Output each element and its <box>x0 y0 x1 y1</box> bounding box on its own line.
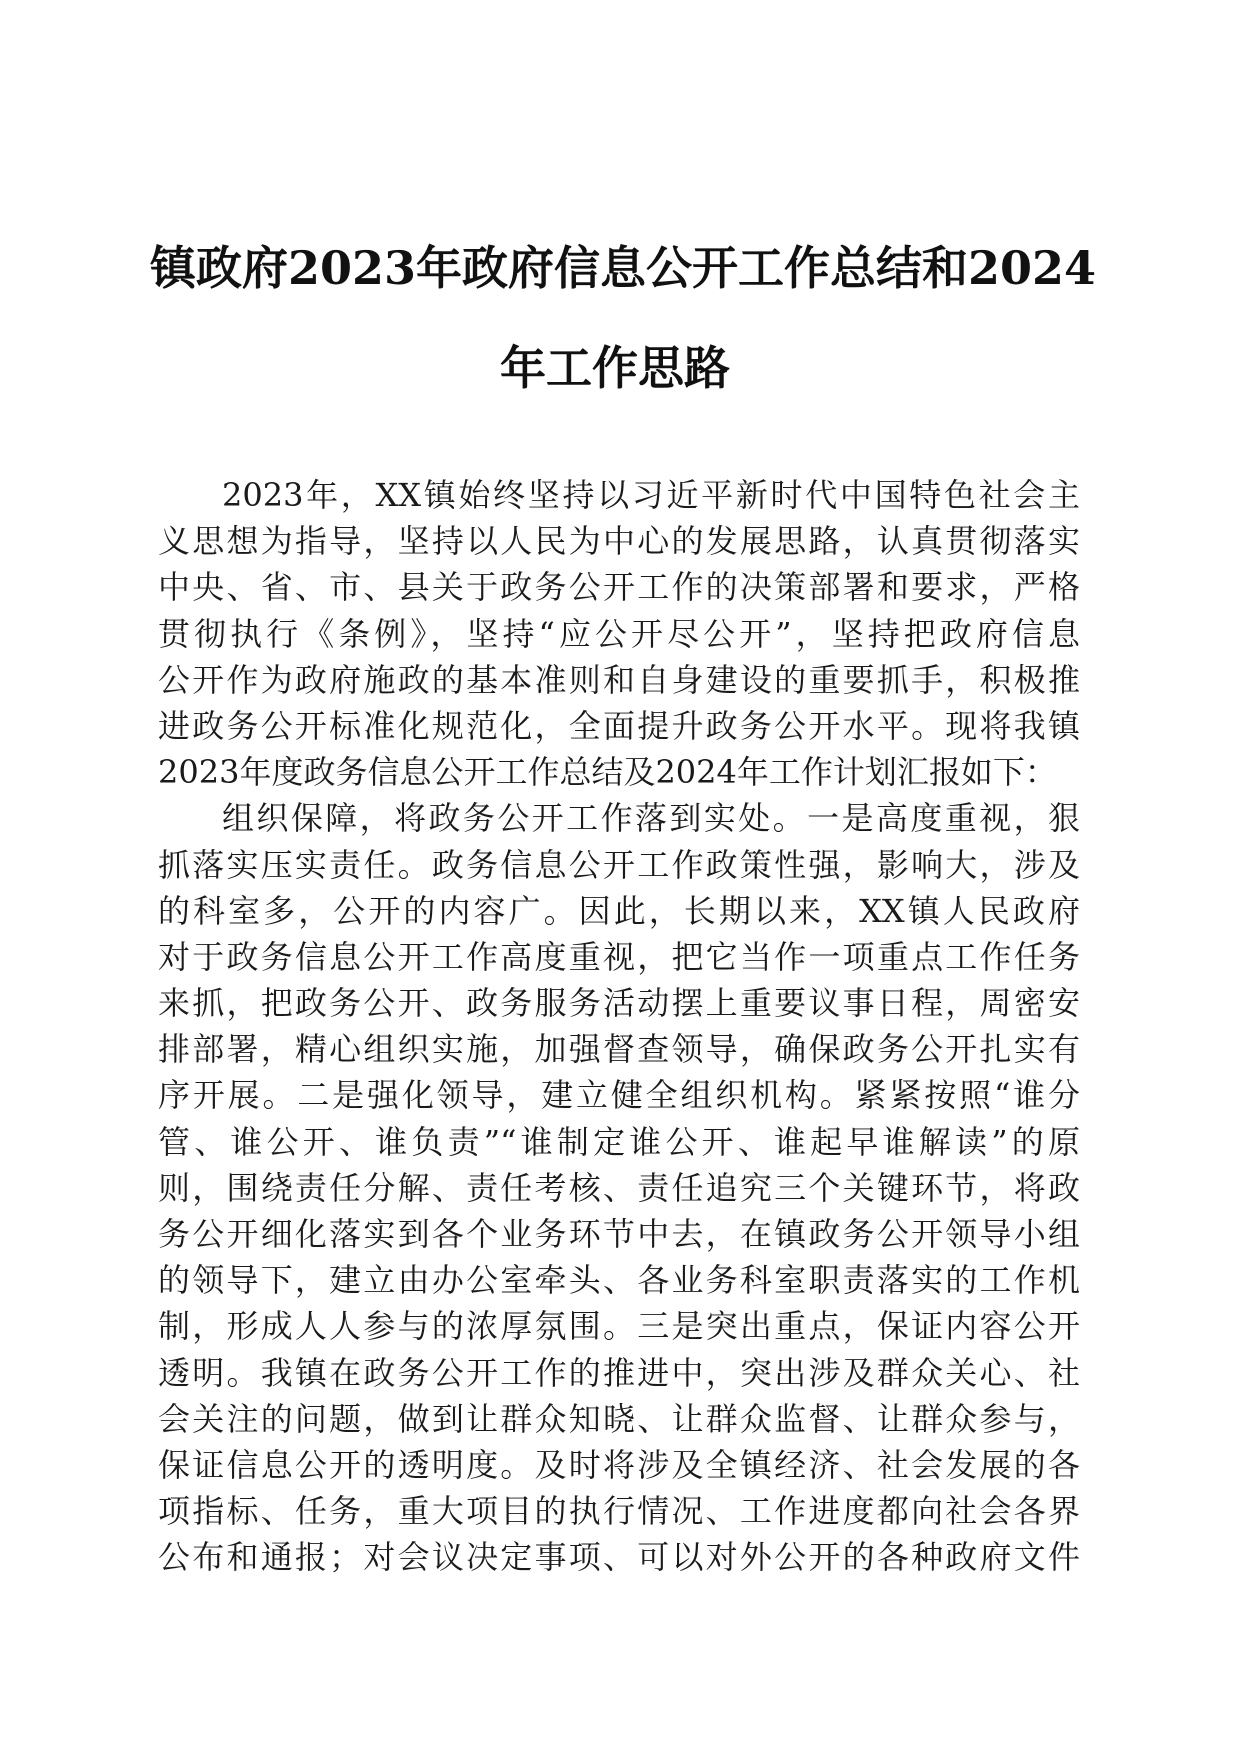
document-body <box>158 472 1080 1581</box>
body-line: 2023年度政务信息公开工作总结及2024年工作计划汇报如下： <box>158 753 1057 792</box>
body-line: 组织保障，将政务公开工作落到实处。一是高度重视，狠 <box>222 799 1080 838</box>
body-line: 对于政务信息公开工作高度重视，把它当作一项重点工作任务 <box>158 937 1080 976</box>
body-line: 来抓，把政务公开、政务服务活动摆上重要议事日程，周密安 <box>158 984 1080 1023</box>
body-line: 义思想为指导，坚持以人民为中心的发展思路，认真贯彻落实 <box>158 522 1080 561</box>
title-line-2: 年工作思路 <box>500 341 730 395</box>
paragraph-intro <box>158 472 1080 795</box>
paragraph-organization <box>158 795 1080 1580</box>
body-line: 排部署，精心组织实施，加强督查领导，确保政务公开扎实有 <box>158 1030 1080 1069</box>
document-title <box>150 218 1097 418</box>
body-line: 的科室多，公开的内容广。因此，长期以来，XX镇人民政府 <box>158 891 1080 930</box>
body-line: 公开作为政府施政的基本准则和自身建设的重要抓手，积极推 <box>158 660 1080 699</box>
body-line: 贯彻执行《条例》，坚持“应公开尽公开”，坚持把政府信息 <box>158 614 1080 653</box>
body-line: 的领导下，建立由办公室牵头、各业务科室职责落实的工作机 <box>158 1261 1080 1300</box>
body-line: 则，围绕责任分解、责任考核、责任追究三个关键环节，将政 <box>158 1168 1080 1207</box>
body-line: 公布和通报；对会议决定事项、可以对外公开的各种政府文件 <box>158 1538 1080 1577</box>
title-line-1: 镇政府2023年政府信息公开工作总结和2024 <box>150 241 1097 295</box>
body-line: 中央、省、市、县关于政务公开工作的决策部署和要求，严格 <box>158 568 1080 607</box>
body-line: 项指标、任务，重大项目的执行情况、工作进度都向社会各界 <box>158 1492 1080 1531</box>
body-line: 序开展。二是强化领导，建立健全组织机构。紧紧按照“谁分 <box>158 1076 1080 1115</box>
body-line: 管、谁公开、谁负责”“谁制定谁公开、谁起早谁解读”的原 <box>158 1122 1080 1161</box>
body-line: 保证信息公开的透明度。及时将涉及全镇经济、社会发展的各 <box>158 1445 1080 1484</box>
body-line: 进政务公开标准化规范化，全面提升政务公开水平。现将我镇 <box>158 706 1080 745</box>
body-line: 制，形成人人参与的浓厚氛围。三是突出重点，保证内容公开 <box>158 1307 1080 1346</box>
body-line: 2023年，XX镇始终坚持以习近平新时代中国特色社会主 <box>222 476 1080 514</box>
body-line: 透明。我镇在政务公开工作的推进中，突出涉及群众关心、社 <box>158 1353 1080 1392</box>
body-line: 会关注的问题，做到让群众知晓、让群众监督、让群众参与， <box>158 1399 1080 1438</box>
body-line: 务公开细化落实到各个业务环节中去，在镇政务公开领导小组 <box>158 1215 1080 1253</box>
body-line: 抓落实压实责任。政务信息公开工作政策性强，影响大，涉及 <box>158 845 1080 884</box>
